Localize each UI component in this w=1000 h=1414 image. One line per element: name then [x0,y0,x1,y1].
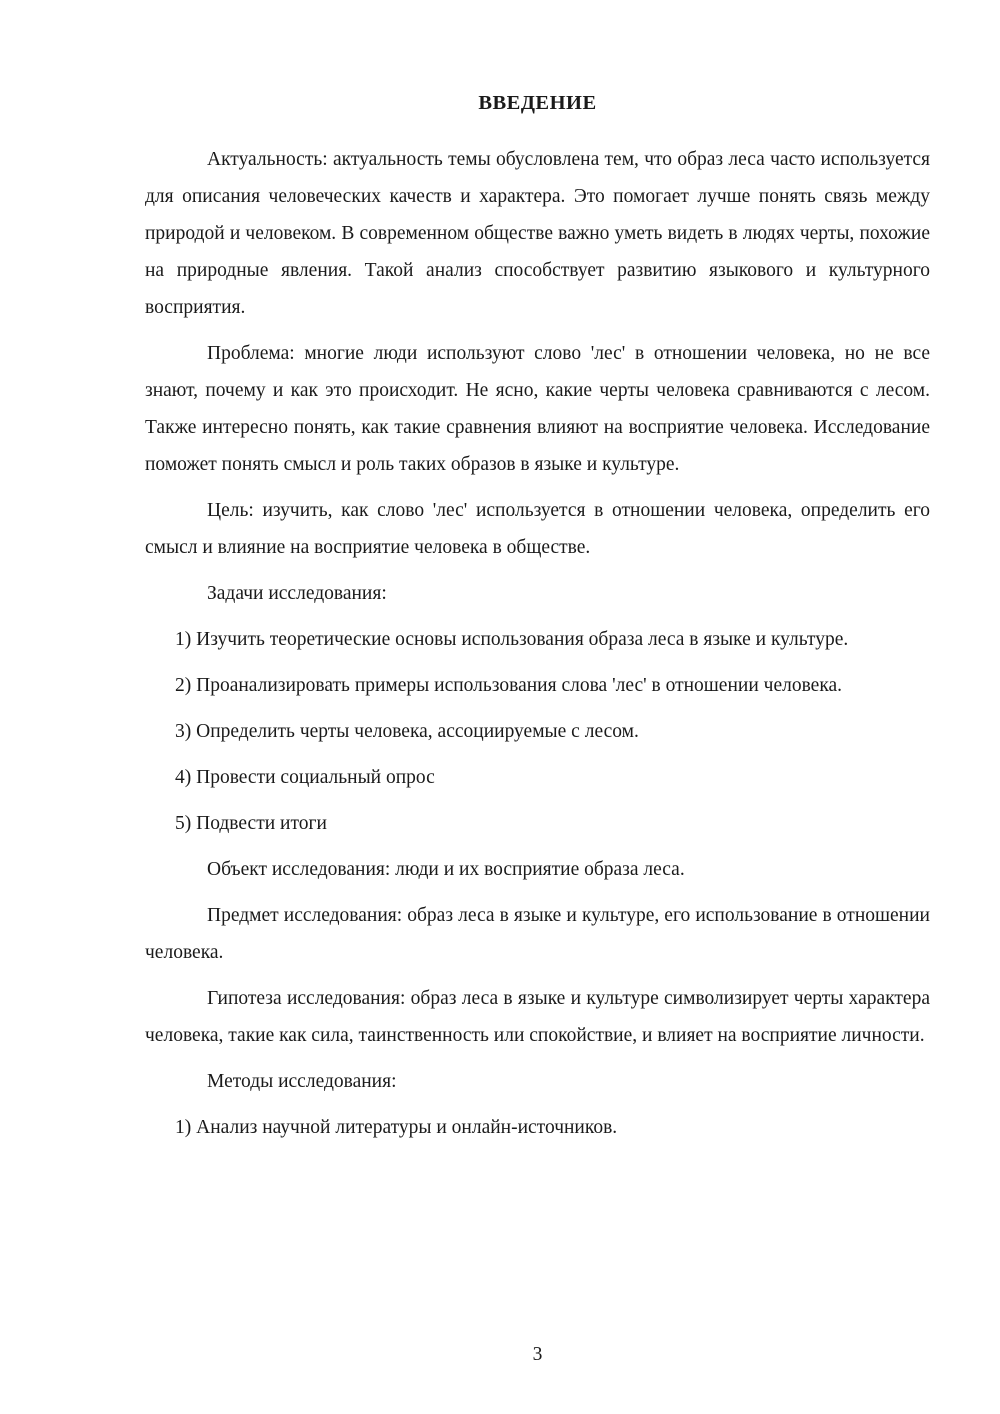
task-item-1: 1) Изучить теоретические основы использования образа леса в языке и культуре. [175,629,849,650]
page-title: ВВЕДЕНИЕ [478,92,597,114]
paragraph-relevance: Актуальность: актуальность темы обусловлена тем, что образ леса часто используется для описания человеческих качеств и характера. Это помогает лучше понять связь между природой и человеком. В современном обществе важно уметь видеть в людях черты, похожие на природные явления. Такой анализ способствует развитию языкового и культурного восприятия. [145,149,930,318]
task-item-3: 3) Определить черты человека, ассоциируемые с лесом. [175,721,639,742]
page-number: 3 [532,1343,543,1365]
method-item-1: 1) Анализ научной литературы и онлайн-источников. [175,1117,618,1138]
paragraph-methods-heading: Методы исследования: [207,1071,397,1092]
paragraph-object: Объект исследования: люди и их восприятие образа леса. [207,859,685,880]
task-item-2: 2) Проанализировать примеры использования слова 'лес' в отношении человека. [175,675,843,696]
paragraph-subject: Предмет исследования: образ леса в языке и культуре, его использование в отношении человека. [145,905,930,963]
paragraph-tasks-heading: Задачи исследования: [207,583,387,604]
paragraph-hypothesis: Гипотеза исследования: образ леса в языке и культуре символизирует черты характера человека, такие как сила, таинственность или спокойствие, и влияет на восприятие личности. [145,988,930,1046]
task-item-5: 5) Подвести итоги [175,813,327,834]
paragraph-goal: Цель: изучить, как слово 'лес' используется в отношении человека, определить его смысл и влияние на восприятие человека в обществе. [145,500,930,558]
task-item-4: 4) Провести социальный опрос [175,767,435,788]
paragraph-problem: Проблема: многие люди используют слово 'лес' в отношении человека, но не все знают, почему и как это происходит. Не ясно, какие черты человека сравниваются с лесом. Также интересно понять, как такие сравнения влияют на восприятие человека. Исследование поможет понять смысл и роль таких образов в языке и культуре. [145,343,930,475]
